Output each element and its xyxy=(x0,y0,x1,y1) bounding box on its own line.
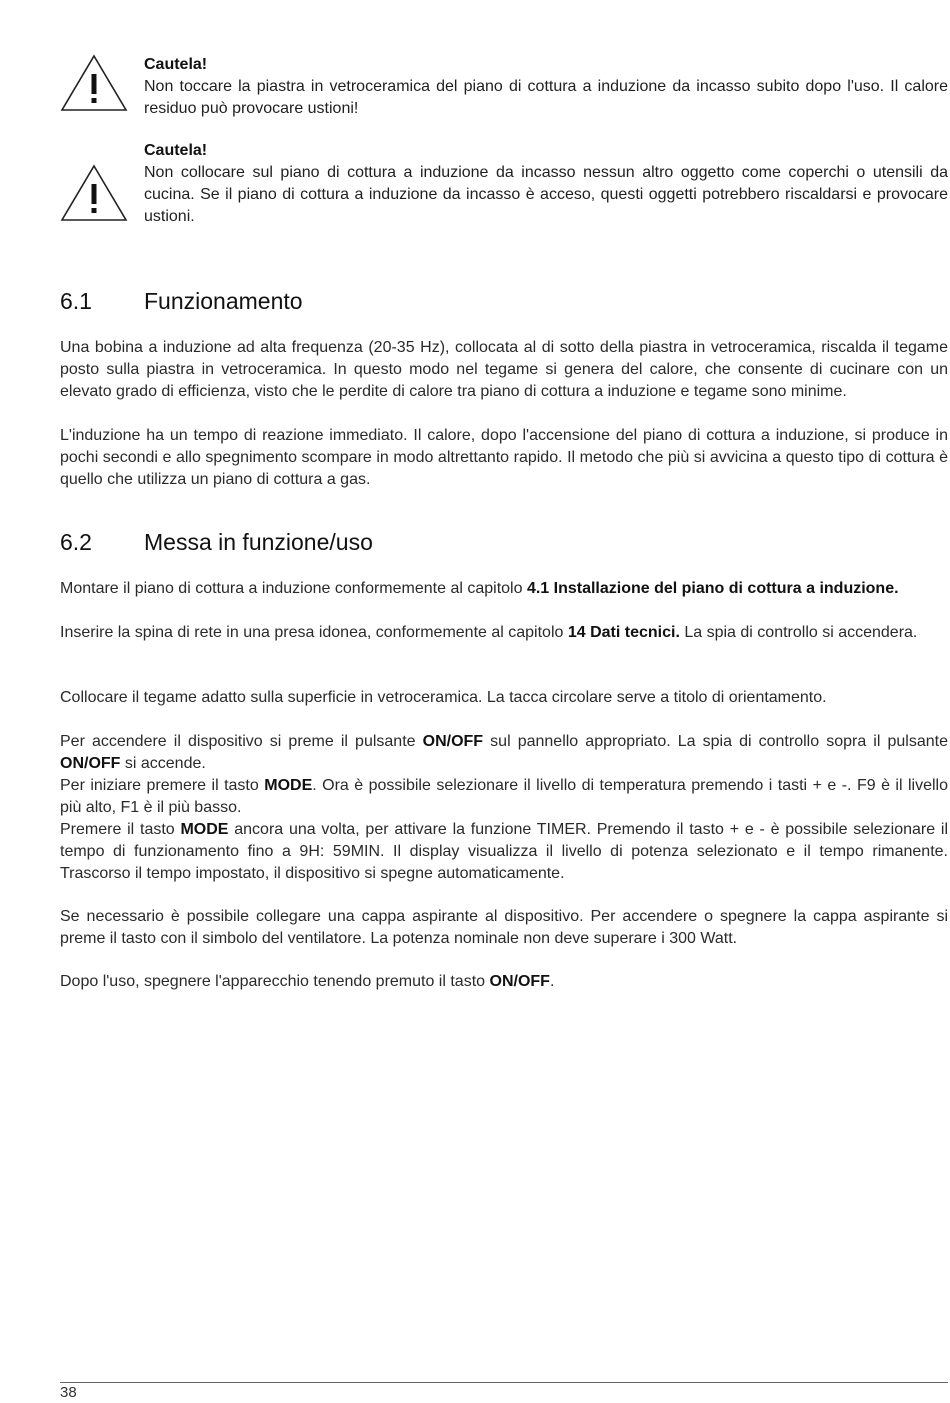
paragraph-6-2-4 xyxy=(60,731,948,775)
warning-text-1 xyxy=(144,54,948,120)
warning-title: Cautela! xyxy=(144,142,208,159)
paragraph-6-2-8 xyxy=(60,971,948,993)
paragraph-6-2-3: Collocare il tegame adatto sulla superficie in vetroceramica. La tacca circolare serve a titolo di orientamento. xyxy=(60,689,827,706)
text-span: ancora una volta, per attivare la funzione TIMER. Premendo il tasto + e - è possibile selezionare il tempo di funzionamento fino a 9H: 59MIN. Il display visualizza il livello di potenza selezionato e il tempo rimanente. Trascorso il tempo impostato, il dispositivo si spegne automaticamente. xyxy=(60,821,948,882)
warning-text-2 xyxy=(144,140,948,228)
paragraph-6-2-6 xyxy=(60,819,948,885)
text-span: La spia di controllo si accendera. xyxy=(679,624,918,641)
section-heading-6-1 xyxy=(60,288,303,315)
warning-triangle-icon xyxy=(60,54,128,112)
text-span: Inserire la spina di rete in una presa idonea, conformemente al capitolo xyxy=(60,624,568,641)
paragraph-6-1-2: L'induzione ha un tempo di reazione immediato. Il calore, dopo l'accensione del piano di cottura a induzione, si produce in pochi secondi e allo spegnimento scompare in modo altrettanto rapido. Il metodo che più si avvicina a questo tipo di cottura è quello che utilizza un piano di cottura a gas. xyxy=(60,427,948,488)
paragraph-6-2-1 xyxy=(60,578,948,600)
paragraph-6-2-2 xyxy=(60,622,948,644)
text-span: . xyxy=(549,973,555,990)
button-name: ON/OFF xyxy=(489,973,550,990)
section-title: Funzionamento xyxy=(144,288,303,314)
text-span: . Ora è possibile selezionare il livello di temperatura premendo i tasti + e -. F9 è il livello più alto, F1 è il più basso. xyxy=(60,777,948,816)
chapter-reference: 14 Dati tecnici. xyxy=(567,624,680,641)
paragraph-6-2-7: Se necessario è possibile collegare una cappa aspirante al dispositivo. Per accendere o spegnere la cappa aspirante si preme il tasto con il simbolo del ventilatore. La potenza nominale non deve superare i 300 Watt. xyxy=(60,908,948,947)
warning-body: Non collocare sul piano di cottura a induzione da incasso nessun altro oggetto come coperchi o utensili da cucina. Se il piano di cottura a induzione da incasso è acceso, questi oggetti potrebbero riscaldarsi e provocare ustioni. xyxy=(144,164,948,225)
section-heading-6-2 xyxy=(60,529,373,556)
paragraph-6-1-1: Una bobina a induzione ad alta frequenza (20-35 Hz), collocata al di sotto della piastra in vetroceramica, riscalda il tegame posto sulla piastra in vetroceramica. In questo modo nel tegame si genera del calore, che consente di cucinare con un elevato grado di efficienza, visto che le perdite di calore tra piano di cottura a induzione e tegame sono minime. xyxy=(60,339,948,400)
text-span: Premere il tasto xyxy=(60,821,181,838)
chapter-reference: 4.1 Installazione del piano di cottura a induzione. xyxy=(526,580,899,597)
text-span: Dopo l'uso, spegnere l'apparecchio tenendo premuto il tasto xyxy=(60,973,490,990)
section-number: 6.2 xyxy=(60,529,92,555)
section-number: 6.1 xyxy=(60,288,92,314)
button-name: MODE xyxy=(264,777,313,794)
text-span: si accende. xyxy=(120,755,206,772)
button-name: ON/OFF xyxy=(60,755,121,772)
button-name: ON/OFF xyxy=(422,733,484,750)
section-title: Messa in funzione/uso xyxy=(144,529,373,555)
button-name: MODE xyxy=(180,821,229,838)
text-span: Montare il piano di cottura a induzione conformemente al capitolo xyxy=(60,580,527,597)
text-span: sul pannello appropriato. La spia di controllo sopra il pulsante xyxy=(483,733,949,750)
page-number: 38 xyxy=(60,1384,77,1401)
text-span: Per iniziare premere il tasto xyxy=(60,777,265,794)
footer-divider xyxy=(60,1382,948,1383)
warning-body: Non toccare la piastra in vetroceramica del piano di cottura a induzione da incasso subito dopo l'uso. Il calore residuo può provocare ustioni! xyxy=(144,78,948,117)
text-span: Per accendere il dispositivo si preme il pulsante xyxy=(60,733,423,750)
paragraph-6-2-5 xyxy=(60,775,948,819)
warning-title: Cautela! xyxy=(144,56,208,73)
warning-triangle-icon xyxy=(60,164,128,222)
